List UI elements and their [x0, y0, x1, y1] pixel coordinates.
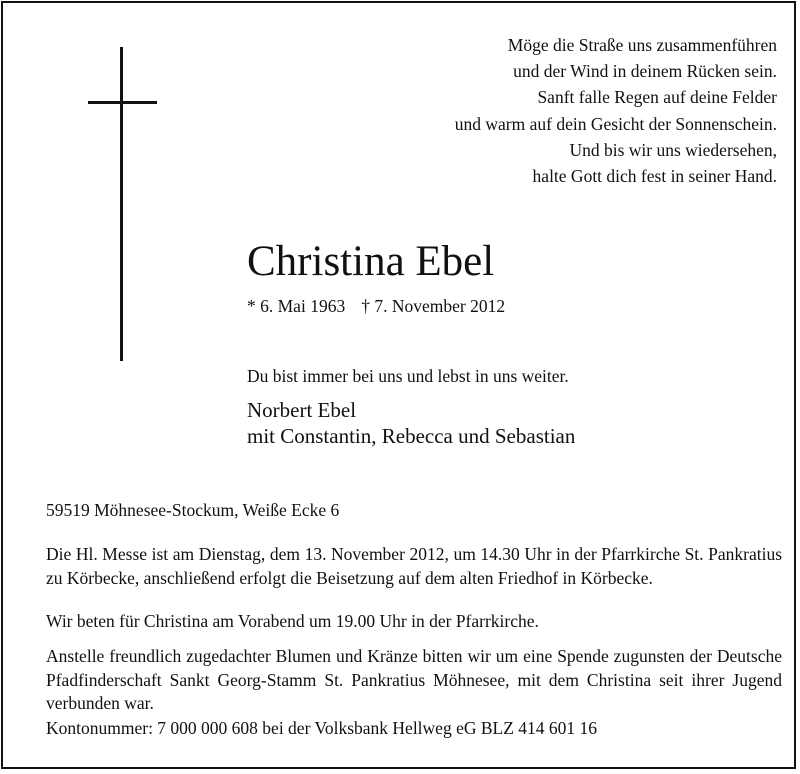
poem-line: Sanft falle Regen auf deine Felder	[537, 87, 777, 108]
poem-line: Möge die Straße uns zusammenführen	[507, 35, 777, 55]
poem-line: halte Gott dich fest in seiner Hand.	[532, 166, 777, 187]
donation-notice: Anstelle freundlich zugedachter Blumen und Kränze bitten wir um eine Spende zugunsten der Deutsche Pfadfinderschaft Sankt Georg-Stamm St. Pankratius Möhnesee, mit dem Christina seit ihrer Jugend verbunden war.	[46, 646, 782, 713]
poem	[455, 32, 777, 189]
funeral-notice: Die Hl. Messe ist am Dienstag, dem 13. November 2012, um 14.30 Uhr in der Pfarrkirche St. Pankratius zu Körbecke, anschließend erfolgt die Beisetzung auf dem alten Friedhof in Körbecke.	[46, 544, 782, 588]
birth-date: * 6. Mai 1963	[247, 296, 346, 316]
death-date: † 7. November 2012	[361, 296, 506, 316]
memorial-motto: Du bist immer bei uns und lebst in uns weiter.	[247, 366, 569, 386]
poem-line: und der Wind in deinem Rücken sein.	[513, 61, 777, 82]
life-dates	[247, 294, 505, 318]
prayer-notice: Wir beten für Christina am Vorabend um 19.00 Uhr in der Pfarrkirche.	[46, 611, 539, 631]
poem-line: und warm auf dein Gesicht der Sonnenschein.	[454, 113, 777, 134]
cross-vertical-bar	[120, 47, 123, 361]
mourners	[247, 397, 575, 449]
bank-details: Kontonummer: 7 000 000 608 bei der Volksbank Hellweg eG BLZ 414 601 16	[46, 718, 598, 738]
deceased-name: Christina Ebel	[247, 238, 495, 285]
poem-line: Und bis wir uns wiedersehen,	[569, 139, 777, 160]
mourner-line: Norbert Ebel	[247, 398, 357, 422]
family-address: 59519 Möhnesee-Stockum, Weiße Ecke 6	[46, 500, 340, 520]
cross-horizontal-bar	[88, 101, 157, 104]
mourner-line: mit Constantin, Rebecca und Sebastian	[247, 424, 576, 448]
